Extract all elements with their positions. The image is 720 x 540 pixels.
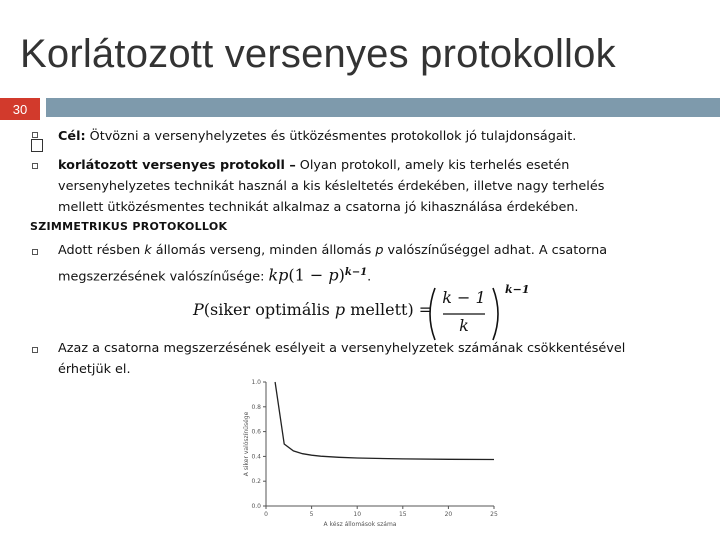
definition-label: korlátozott versenyes protokoll – — [58, 158, 296, 173]
square-bullet-icon — [32, 347, 38, 353]
goal-label: Cél: — [58, 129, 86, 144]
symmetric-line-1 — [58, 240, 607, 261]
y-tick-label: 1.0 — [251, 379, 261, 386]
square-bullet-icon — [32, 132, 38, 138]
goal-line — [58, 126, 576, 147]
formula-P: P — [193, 300, 204, 319]
inline-formula-p: p — [328, 265, 339, 285]
fraction-numerator: k − 1 — [442, 288, 486, 307]
conclusion-line-1: Azaz a csatorna megszerzésének esélyeit a versenyhelyzetek számának csökkentésével — [58, 341, 626, 356]
checkbox-icon — [31, 139, 43, 152]
y-tick-label: 0.4 — [251, 453, 261, 461]
formula-p: p — [334, 300, 346, 319]
symmetric-text-c: valószínűséggel adhat. A csatorna — [383, 243, 608, 258]
symmetric-var-k: k — [144, 243, 152, 258]
inline-formula-exponent: k−1 — [344, 267, 368, 278]
goal-text: Ötvözni a versenyhelyzetes és ütközésmentes protokollok jó tulajdonságait. — [85, 129, 577, 144]
definition-line-2: versenyhelyzetes technikát használ a kis késleltetés érdekében, illetve nagy terhelés — [58, 179, 605, 194]
formula-text-1: (siker optimális — [203, 300, 335, 319]
symmetric-var-p: p — [375, 243, 384, 258]
left-paren-icon — [430, 288, 435, 340]
symmetric-line-2 — [58, 262, 371, 287]
definition-line-1 — [58, 155, 569, 176]
success-probability-chart — [236, 370, 516, 530]
x-tick-label: 10 — [353, 511, 362, 518]
square-bullet-icon — [32, 249, 38, 255]
x-tick-label: 20 — [444, 511, 453, 518]
inline-formula-period: . — [367, 269, 372, 285]
fraction-denominator: k — [459, 316, 469, 335]
right-paren-icon — [493, 288, 498, 340]
definition-text-1: Olyan protokoll, amely kis terhelés esetén — [295, 158, 570, 173]
formula-exponent: k−1 — [505, 283, 530, 296]
symmetric-text-2: megszerzésének valószínűsége: — [58, 269, 269, 285]
square-bullet-icon — [32, 163, 38, 169]
x-tick-label: 25 — [490, 511, 498, 518]
x-axis-label: A kész állomások száma — [323, 521, 397, 528]
title-divider-bar — [46, 98, 720, 117]
inline-formula-paren: (1 − — [288, 265, 329, 285]
x-tick-label: 15 — [398, 511, 407, 518]
y-tick-label: 0.2 — [251, 478, 261, 486]
inline-formula-kp: kp — [268, 265, 289, 285]
y-axis-label: A siker valószínűsége — [243, 411, 250, 477]
conclusion-line-2: érhetjük el. — [58, 362, 131, 377]
definition-line-3: mellett ütközésmentes technikát alkalmaz a csatorna jó kihasználása érdekében. — [58, 200, 579, 215]
symmetric-text-a: Adott résben — [58, 243, 145, 258]
slide-title: Korlátozott versenyes protokollok — [20, 32, 616, 76]
y-tick-label: 0.0 — [251, 503, 261, 510]
inline-formula-close: ) — [338, 265, 345, 285]
formula-text-2: mellett) = — [345, 300, 433, 319]
series-line — [275, 382, 494, 460]
symmetric-text-b: állomás verseng, minden állomás — [151, 243, 376, 258]
x-tick-label: 0 — [264, 511, 268, 518]
y-tick-label: 0.8 — [251, 403, 261, 411]
y-tick-label: 0.6 — [251, 428, 261, 436]
slide-number: 30 — [0, 98, 40, 120]
x-tick-label: 5 — [309, 511, 314, 518]
section-heading: SZIMMETRIKUS PROTOKOLLOK — [30, 220, 228, 233]
